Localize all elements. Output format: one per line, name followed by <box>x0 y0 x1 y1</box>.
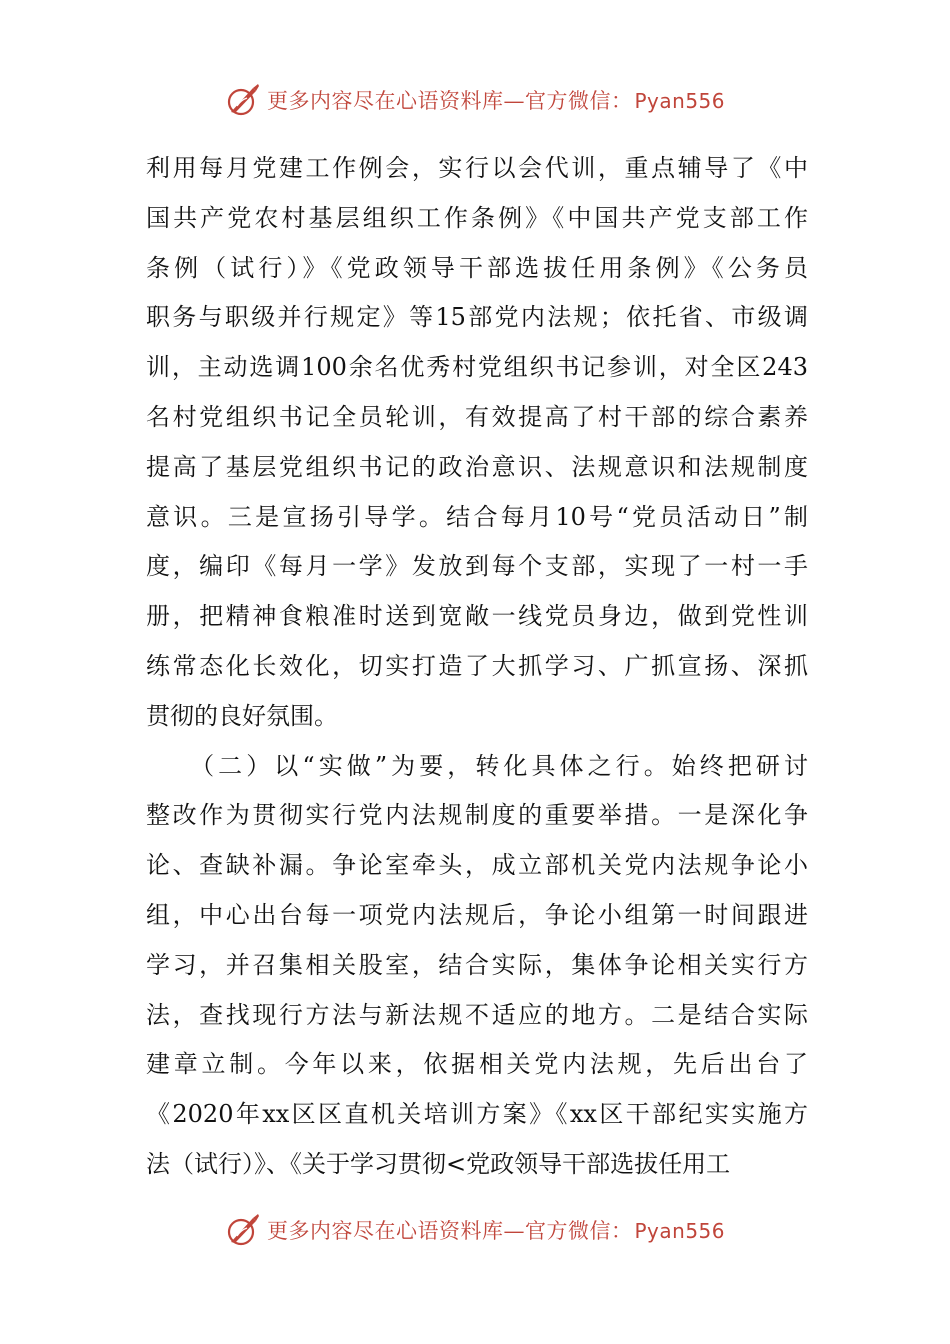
text-line: 名村党组织书记全员轮训，有效提高了村干部的综合素养 <box>146 402 808 431</box>
text-line: 建章立制。今年以来，依据相关党内法规，先后出台了 <box>146 1050 808 1079</box>
text-line: 练常态化长效化，切实打造了大抓学习、广抓宣扬、深抓 <box>146 651 808 680</box>
text-line: （二）以“实做”为要，转化具体之行。始终把研讨 <box>146 751 808 780</box>
text-line: 利用每月党建工作例会，实行以会代训，重点辅导了《中 <box>146 154 808 182</box>
header-banner <box>0 80 950 120</box>
text-line: 《2020年xx区区直机关培训方案》《xx区干部纪实实施方 <box>146 1100 808 1129</box>
quill-pen-logo-icon <box>225 1212 261 1248</box>
wechat-handle: Pyan556 <box>634 89 725 113</box>
text-line: 职务与职级并行规定》等15部党内法规；依托省、市级调 <box>146 303 808 332</box>
text-line: 提高了基层党组织书记的政治意识、法规意识和法规制度 <box>146 452 808 481</box>
text-line: 册，把精神食粮准时送到宽敞一线党员身边，做到党性训 <box>146 602 808 631</box>
text-line: 学习，并召集相关股室，结合实际，集体争论相关实行方 <box>146 950 808 979</box>
text-line: 整改作为贯彻实行党内法规制度的重要举措。一是深化争 <box>146 801 808 830</box>
text-line: 度，编印《每月一学》发放到每个支部，实现了一村一手 <box>146 552 808 581</box>
footer-banner <box>0 1210 950 1250</box>
text-line: 意识。三是宣扬引导学。结合每月10号“党员活动日”制 <box>146 502 808 531</box>
quill-pen-logo-icon <box>225 82 261 118</box>
banner-text: 更多内容尽在心语资料库—官方微信： Pyan556 <box>266 1219 725 1243</box>
text-line: 条例（试行）》《党政领导干部选拔任用条例》《公务员 <box>146 253 808 282</box>
text-line: 法，查找现行方法与新法规不适应的地方。二是结合实际 <box>146 1000 808 1029</box>
document-body <box>146 144 808 1190</box>
text-line: 训，主动选调100余名优秀村党组织书记参训，对全区243 <box>146 353 808 382</box>
text-line: 组，中心出台每一项党内法规后，争论小组第一时间跟进 <box>146 900 808 929</box>
text-line: 法（试行）》、《关于学习贯彻<党政领导干部选拔任用工 <box>146 1149 731 1178</box>
text-line: 贯彻的良好氛围。 <box>146 701 338 730</box>
text-line: 国共产党农村基层组织工作条例》《中国共产党支部工作 <box>146 203 808 232</box>
banner-text: 更多内容尽在心语资料库—官方微信： Pyan556 <box>266 89 725 113</box>
wechat-handle: Pyan556 <box>634 1219 725 1243</box>
text-line: 论、查缺补漏。争论室牵头，成立部机关党内法规争论小 <box>146 851 808 880</box>
